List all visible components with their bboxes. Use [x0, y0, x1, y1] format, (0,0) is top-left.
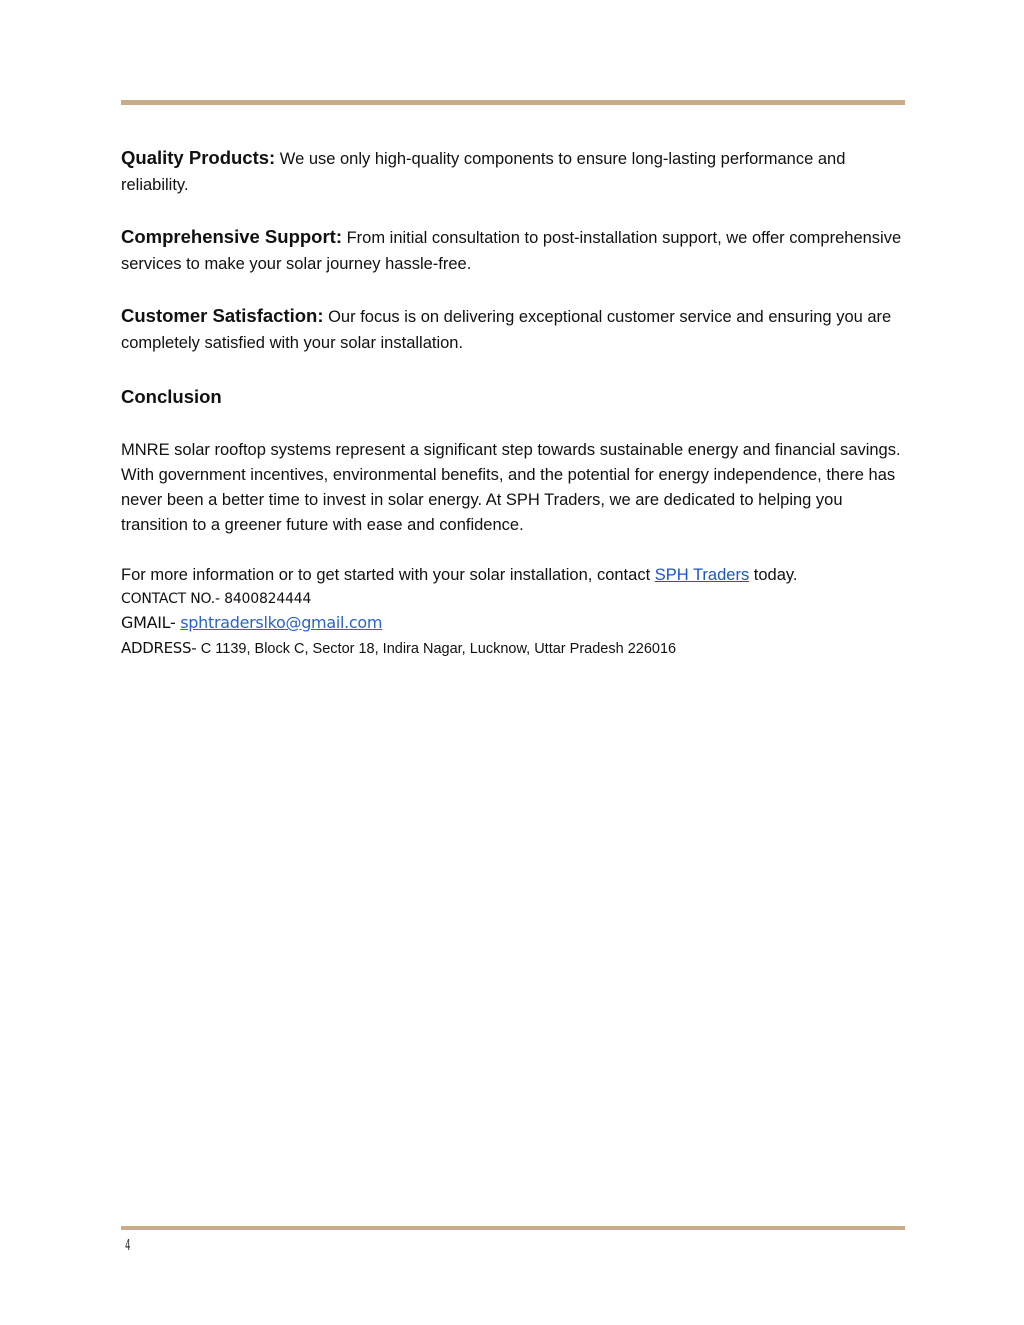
- section-lead: Customer Satisfaction:: [121, 305, 324, 326]
- conclusion-body: MNRE solar rooftop systems represent a significant step towards sustainable energy and financial savings. With government incentives, environmental benefits, and the potential for energy independence, there has never been a better time to invest in solar energy. At SPH Traders, we are dedicated to helping you transition to a greener future with ease and confidence.: [121, 441, 901, 534]
- gmail-link[interactable]: sphtraderslko@gmail.com: [180, 613, 383, 632]
- address-text: C 1139, Block C, Sector 18, Indira Nagar, Lucknow, Uttar Pradesh 226016: [200, 641, 677, 657]
- conclusion-heading: Conclusion: [121, 386, 222, 407]
- contact-number-label: CONTACT NO.-: [121, 591, 225, 607]
- section-text: From initial consultation to post-installation support, we offer comprehensive services to make your solar journey hassle-free.: [121, 229, 902, 273]
- more-info-line: [121, 563, 905, 588]
- section-comprehensive-support: [121, 224, 905, 277]
- address-line: [121, 636, 905, 661]
- section-text: Our focus is on delivering exceptional customer service and ensuring you are completely satisfied with your solar installation.: [121, 308, 892, 352]
- sph-traders-link[interactable]: SPH Traders: [654, 566, 750, 584]
- more-info-suffix: today.: [749, 566, 798, 584]
- top-divider: [121, 100, 905, 105]
- page-content: [121, 145, 905, 661]
- section-lead: Quality Products:: [121, 147, 276, 168]
- section-quality-products: [121, 145, 905, 198]
- more-info-prefix: For more information or to get started with your solar installation, contact: [121, 566, 655, 584]
- address-label: ADDRESS-: [121, 639, 201, 657]
- section-text: We use only high-quality components to ensure long-lasting performance and reliability.: [121, 150, 846, 194]
- section-customer-satisfaction: [121, 303, 905, 356]
- gmail-label: GMAIL-: [121, 613, 181, 632]
- contact-number-line: [121, 588, 905, 610]
- page-number: 4: [125, 1236, 131, 1254]
- bottom-divider: [121, 1226, 905, 1230]
- gmail-line: [121, 610, 905, 636]
- section-lead: Comprehensive Support:: [121, 226, 342, 247]
- contact-number: 8400824444: [224, 591, 312, 607]
